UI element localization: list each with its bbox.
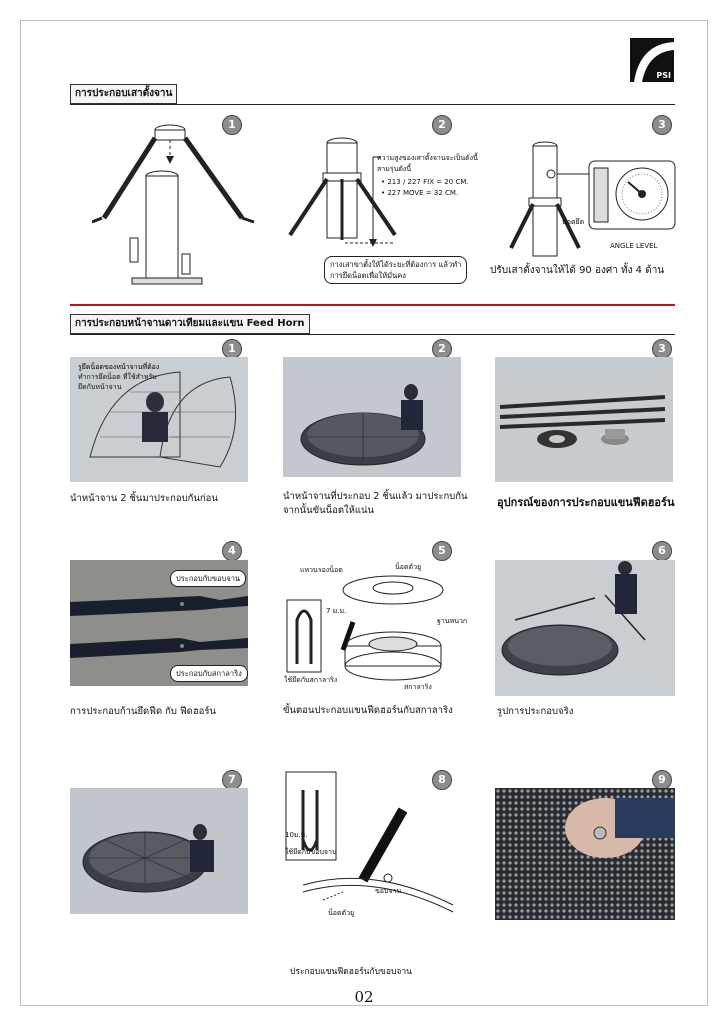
- bolt-closeup-image: [495, 788, 675, 920]
- feedhorn-parts-image: [495, 357, 673, 482]
- diag5-washer-label: แหวนรองน็อต: [300, 566, 343, 574]
- dish-with-feed-image: [495, 560, 675, 696]
- diag5-scalar-label: สกาลาริง: [404, 683, 432, 691]
- caption-2-line-2: จากนั้นขันน็อตให้แน่น: [283, 505, 375, 516]
- section1-title: การประกอบเสาตั้งจาน: [70, 84, 177, 104]
- diag8-fix-label: ใช้ยึดกับขอบจาน: [285, 848, 337, 856]
- step2-note-line-1: ความสูงของเสาตั้งจานจะเป็นดังนี้: [377, 154, 478, 162]
- photo-bolt-closeup: [495, 788, 675, 920]
- photo1-note-line-1: รูยึดน็อตของหน้าจานที่ต้อง: [78, 363, 160, 371]
- photo-dish-joined: [283, 357, 461, 477]
- section1-step-2-badge: 2: [432, 115, 452, 135]
- caption-3: อุปกรณ์ของการประกอบแขนฟีดฮอร์น: [497, 496, 675, 509]
- section-divider: [70, 304, 675, 306]
- brand-logo: [630, 38, 674, 82]
- logo-text: PSI: [656, 71, 671, 80]
- diag5-size-label: 7 ม.ม.: [326, 607, 347, 615]
- step3-bolt-label: น็อตยึด: [562, 218, 585, 226]
- section2-step-1-badge: 1: [222, 339, 242, 359]
- dish-final-image: [70, 788, 248, 914]
- page-number: 02: [354, 988, 374, 1006]
- section1-rule: [70, 104, 675, 105]
- dish-assembled-image: [283, 357, 461, 477]
- step2-callout-line-2: การยึดน็อตเพื่อให้มั่นคง: [330, 271, 406, 280]
- section2-title: การประกอบหน้าจานดาวเทียมและแขน Feed Horn: [70, 314, 310, 334]
- diag8-rim-label: ขอบจาน: [375, 887, 402, 895]
- photo1-note-line-2: ทำการยึดน็อต ที่ใช้สำหรับ: [78, 373, 157, 381]
- section2-step-9-badge: 9: [652, 770, 672, 790]
- step2-note-line-3: • 213 / 227 FIX = 20 CM.: [381, 178, 469, 186]
- caption-1: นำหน้าจาน 2 ชิ้นมาประกอบกันก่อน: [70, 493, 218, 504]
- section2-rule: [70, 334, 675, 335]
- section2-step-7-badge: 7: [222, 770, 242, 790]
- angle-level-gauge-icon: [588, 160, 678, 232]
- section2-step-4-badge: 4: [222, 541, 242, 561]
- step3-caption: ปรับเสาตั้งจานให้ได้ 90 องศา ทั้ง 4 ด้าน: [490, 265, 665, 276]
- section1-step-3-badge: 3: [652, 115, 672, 135]
- step2-note-line-4: • 227 MOVE = 32 CM.: [381, 189, 459, 197]
- section2-step-6-badge: 6: [652, 541, 672, 561]
- photo-feedhorn-parts: [495, 357, 673, 482]
- caption-2-line-1: นำหน้าจานที่ประกอบ 2 ชิ้นแล้ว มาประกบกัน: [283, 491, 468, 502]
- step3-gauge-label: ANGLE LEVEL: [610, 242, 658, 250]
- diag5-bolt-label: น็อตตัวยู: [395, 563, 422, 571]
- step2-callout-line-1: กางเสาขาตั้งให้ได้ระยะที่ต้องการ แล้วทำ: [330, 260, 462, 269]
- section2-step-8-badge: 8: [432, 770, 452, 790]
- diag5-base-label: ฐานหนวก: [437, 617, 468, 625]
- pole-level-diagram: [505, 138, 590, 263]
- diag8-bolt-label: น็อตตัวยู: [328, 909, 355, 917]
- tripod-exploded-diagram: [92, 118, 262, 298]
- rim-mount-diagram: [283, 770, 463, 920]
- photo4-label-bottom: ประกอบกับสกาลาริง: [170, 665, 248, 682]
- photo4-label-top: ประกอบกับขอบจาน: [170, 570, 246, 587]
- caption-8: ประกอบแขนฟีดฮอร์นกับขอบจาน: [290, 967, 412, 977]
- caption-4: การประกอบก้านยึดฟีด กับ ฟีดฮอร์น: [70, 706, 216, 717]
- diag8-size-label: 10ม.ม.: [285, 831, 308, 839]
- caption-5: ขั้นตอนประกอบแขนฟีดฮอร์นกับสกาลาริง: [283, 705, 453, 716]
- section2-step-2-badge: 2: [432, 339, 452, 359]
- diag5-fix-label: ใช้ยึดกับสกาลาริง: [284, 676, 338, 684]
- photo-dish-final: [70, 788, 248, 914]
- step2-note-line-2: สามรุ่นดังนี้: [377, 165, 412, 173]
- photo-assembly-real: [495, 560, 675, 696]
- step2-callout: [324, 256, 467, 284]
- section2-step-3-badge: 3: [652, 339, 672, 359]
- section2-step-5-badge: 5: [432, 541, 452, 561]
- section1-step-1-badge: 1: [222, 115, 242, 135]
- caption-6: รูปการประกอบจริง: [497, 706, 574, 717]
- photo1-note-line-3: ยึดกับหน้าจาน: [78, 383, 122, 391]
